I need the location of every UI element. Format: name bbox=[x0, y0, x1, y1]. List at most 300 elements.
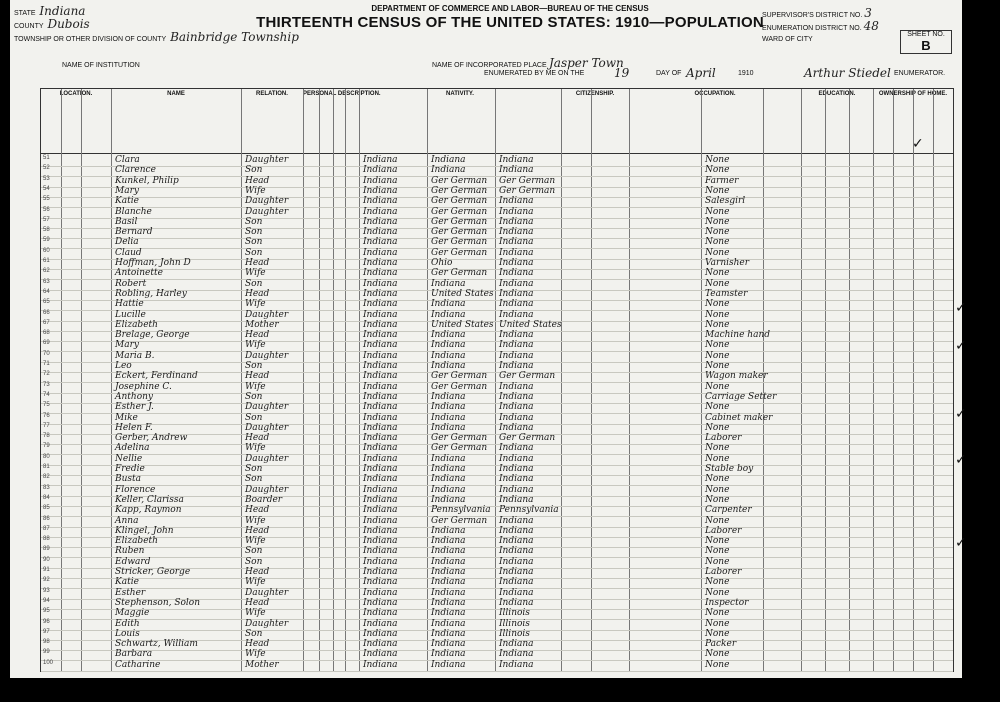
cell-line: 85 bbox=[43, 505, 50, 512]
cell-father: Indiana bbox=[431, 309, 466, 320]
cell-relation: Son bbox=[245, 216, 263, 227]
cell-name: Katie bbox=[115, 577, 139, 588]
cell-father: Ger German bbox=[431, 433, 488, 444]
cell-mother: Ger German bbox=[499, 371, 556, 382]
cell-mother: Indiana bbox=[499, 474, 534, 485]
cell-relation: Head bbox=[245, 567, 270, 577]
cell-mother: Illinois bbox=[499, 628, 530, 639]
cell-name: Mary bbox=[115, 185, 139, 196]
cell-occupation: Stable boy bbox=[705, 464, 754, 474]
cell-birth: Indiana bbox=[363, 165, 398, 176]
cell-name: Bernard bbox=[115, 227, 153, 238]
cell-father: Indiana bbox=[431, 155, 466, 165]
cell-relation: Son bbox=[245, 474, 263, 485]
cell-mother: Indiana bbox=[499, 216, 534, 227]
cell-birth: Indiana bbox=[363, 608, 398, 619]
scan-edge-right bbox=[962, 0, 1000, 702]
cell-birth: Indiana bbox=[363, 649, 398, 660]
cell-line: 79 bbox=[43, 443, 50, 450]
column-group-header: EDUCATION. bbox=[818, 91, 856, 97]
cell-mother: Pennsylvania bbox=[499, 505, 559, 516]
cell-name: Esther bbox=[115, 587, 146, 598]
cell-relation: Boarder bbox=[245, 494, 283, 505]
cell-line: 86 bbox=[43, 515, 50, 522]
cell-line: 93 bbox=[43, 587, 50, 594]
cell-birth: Indiana bbox=[363, 453, 398, 464]
cell-occupation: Laborer bbox=[705, 433, 742, 444]
cell-father: Ger German bbox=[431, 443, 488, 454]
cell-occupation: Laborer bbox=[705, 567, 742, 577]
cell-father: Indiana bbox=[431, 639, 466, 650]
cell-name: Maria B. bbox=[115, 350, 155, 361]
column-header-band bbox=[41, 89, 953, 154]
cell-name: Ruben bbox=[115, 546, 145, 557]
cell-relation: Son bbox=[245, 165, 263, 176]
cell-relation: Son bbox=[245, 247, 263, 258]
cell-relation: Wife bbox=[245, 299, 266, 310]
cell-relation: Head bbox=[245, 258, 270, 268]
cell-occupation: None bbox=[705, 474, 730, 485]
cell-birth: Indiana bbox=[363, 299, 398, 310]
cell-line: 90 bbox=[43, 556, 50, 563]
cell-name: Klingel, John bbox=[115, 525, 174, 536]
cell-name: Mary bbox=[115, 340, 139, 351]
incorporated-value: Jasper Town bbox=[549, 56, 624, 70]
cell-birth: Indiana bbox=[363, 237, 398, 248]
day-of-label: DAY OF bbox=[656, 70, 682, 77]
cell-line: 77 bbox=[43, 422, 50, 429]
cell-name: Blanche bbox=[115, 206, 152, 217]
cell-father: Indiana bbox=[431, 165, 466, 176]
cell-name: Elizabeth bbox=[115, 536, 158, 547]
cell-birth: Indiana bbox=[363, 515, 398, 526]
ward-label: WARD OF CITY bbox=[762, 36, 813, 43]
cell-mother: Indiana bbox=[499, 227, 534, 238]
cell-father: Ger German bbox=[431, 515, 488, 526]
cell-mother: Indiana bbox=[499, 155, 534, 165]
cell-birth: Indiana bbox=[363, 525, 398, 536]
cell-name: Adelina bbox=[115, 443, 150, 454]
cell-mother: Indiana bbox=[499, 412, 534, 423]
cell-line: 55 bbox=[43, 196, 50, 203]
cell-name: Basil bbox=[115, 216, 138, 227]
cell-line: 80 bbox=[43, 453, 50, 460]
cell-line: 61 bbox=[43, 258, 50, 264]
cell-line: 53 bbox=[43, 175, 50, 182]
cell-birth: Indiana bbox=[363, 361, 398, 371]
cell-father: Indiana bbox=[431, 608, 466, 619]
cell-line: 70 bbox=[43, 350, 50, 357]
cell-line: 94 bbox=[43, 597, 50, 604]
enumerator-value: Arthur Stiedel bbox=[804, 66, 891, 80]
cell-mother: Indiana bbox=[499, 494, 534, 505]
cell-relation: Head bbox=[245, 639, 270, 650]
cell-name: Hoffman, John D bbox=[115, 258, 191, 268]
cell-name: Barbara bbox=[115, 649, 153, 660]
cell-mother: Indiana bbox=[499, 258, 534, 268]
cell-father: Pennsylvania bbox=[431, 505, 491, 516]
cell-line: 82 bbox=[43, 474, 50, 481]
cell-line: 100 bbox=[43, 659, 54, 666]
cell-mother: Indiana bbox=[499, 546, 534, 557]
check-mark: ✓ bbox=[955, 406, 967, 422]
cell-occupation: Packer bbox=[705, 639, 737, 650]
cell-relation: Son bbox=[245, 391, 263, 402]
cell-birth: Indiana bbox=[363, 185, 398, 196]
cell-occupation: None bbox=[705, 628, 730, 639]
cell-father: Indiana bbox=[431, 422, 466, 433]
cell-mother: Ger German bbox=[499, 175, 556, 186]
cell-line: 59 bbox=[43, 237, 50, 244]
cell-mother: Indiana bbox=[499, 268, 534, 279]
cell-relation: Daughter bbox=[245, 309, 289, 320]
column-group-header: PERSONAL DESCRIPTION. bbox=[303, 91, 381, 97]
cell-birth: Indiana bbox=[363, 350, 398, 361]
cell-relation: Wife bbox=[245, 340, 266, 351]
cell-name: Maggie bbox=[115, 608, 150, 619]
cell-birth: Indiana bbox=[363, 330, 398, 341]
cell-mother: Indiana bbox=[499, 484, 534, 495]
cell-relation: Head bbox=[245, 505, 270, 516]
cell-line: 89 bbox=[43, 546, 50, 553]
cell-birth: Indiana bbox=[363, 443, 398, 454]
cell-occupation: None bbox=[705, 268, 730, 279]
cell-name: Kapp, Raymon bbox=[115, 505, 182, 516]
cell-father: Indiana bbox=[431, 464, 466, 474]
cell-mother: Indiana bbox=[499, 567, 534, 577]
cell-name: Fredie bbox=[115, 464, 145, 474]
cell-birth: Indiana bbox=[363, 412, 398, 423]
cell-name: Robling, Harley bbox=[115, 288, 187, 299]
cell-birth: Indiana bbox=[363, 247, 398, 258]
cell-line: 54 bbox=[43, 185, 50, 192]
cell-father: Indiana bbox=[431, 659, 466, 670]
cell-line: 69 bbox=[43, 340, 50, 347]
cell-father: Ger German bbox=[431, 185, 488, 196]
cell-mother: Illinois bbox=[499, 618, 530, 629]
cell-birth: Indiana bbox=[363, 206, 398, 217]
column-group-header: OCCUPATION. bbox=[694, 91, 736, 97]
cell-father: Ger German bbox=[431, 371, 488, 382]
cell-occupation: None bbox=[705, 237, 730, 248]
cell-occupation: None bbox=[705, 546, 730, 557]
cell-name: Schwartz, William bbox=[115, 639, 198, 650]
cell-birth: Indiana bbox=[363, 484, 398, 495]
cell-mother: Indiana bbox=[499, 443, 534, 454]
cell-birth: Indiana bbox=[363, 639, 398, 650]
cell-line: 62 bbox=[43, 268, 50, 275]
cell-birth: Indiana bbox=[363, 659, 398, 670]
cell-father: Indiana bbox=[431, 618, 466, 629]
cell-name: Florence bbox=[115, 484, 156, 495]
cell-birth: Indiana bbox=[363, 371, 398, 382]
table-row bbox=[41, 660, 953, 672]
cell-occupation: None bbox=[705, 350, 730, 361]
cell-mother: Ger German bbox=[499, 433, 556, 444]
cell-birth: Indiana bbox=[363, 216, 398, 227]
cell-father: Indiana bbox=[431, 453, 466, 464]
cell-relation: Daughter bbox=[245, 587, 289, 598]
cell-father: Indiana bbox=[431, 350, 466, 361]
cell-father: United States bbox=[431, 319, 494, 330]
cell-birth: Indiana bbox=[363, 175, 398, 186]
cell-occupation: Laborer bbox=[705, 525, 742, 536]
cell-father: Ger German bbox=[431, 237, 488, 248]
cell-line: 84 bbox=[43, 494, 50, 501]
cell-father: Ger German bbox=[431, 216, 488, 227]
cell-birth: Indiana bbox=[363, 319, 398, 330]
ed-value: 48 bbox=[863, 19, 879, 33]
cell-father: Indiana bbox=[431, 546, 466, 557]
cell-occupation: None bbox=[705, 299, 730, 310]
scan-edge-bottom bbox=[0, 678, 1000, 702]
cell-birth: Indiana bbox=[363, 391, 398, 402]
cell-father: Indiana bbox=[431, 391, 466, 402]
cell-mother: Indiana bbox=[499, 391, 534, 402]
cell-mother: Indiana bbox=[499, 381, 534, 392]
cell-mother: Indiana bbox=[499, 464, 534, 474]
cell-relation: Head bbox=[245, 175, 270, 186]
cell-line: 97 bbox=[43, 628, 50, 635]
cell-father: Indiana bbox=[431, 556, 466, 567]
cell-father: Ohio bbox=[431, 258, 453, 268]
cell-name: Edith bbox=[115, 618, 140, 629]
cell-father: Indiana bbox=[431, 567, 466, 577]
cell-name: Leo bbox=[115, 361, 132, 371]
cell-relation: Son bbox=[245, 412, 263, 423]
cell-relation: Wife bbox=[245, 577, 266, 588]
cell-father: Ger German bbox=[431, 175, 488, 186]
cell-name: Nellie bbox=[115, 453, 143, 464]
cell-line: 91 bbox=[43, 567, 50, 573]
cell-birth: Indiana bbox=[363, 587, 398, 598]
state-value: Indiana bbox=[39, 4, 86, 18]
cell-relation: Mother bbox=[245, 319, 279, 330]
cell-name: Esther J. bbox=[115, 402, 154, 413]
cell-line: 92 bbox=[43, 577, 50, 584]
cell-relation: Daughter bbox=[245, 422, 289, 433]
cell-line: 83 bbox=[43, 484, 50, 491]
cell-occupation: None bbox=[705, 381, 730, 392]
cell-line: 74 bbox=[43, 391, 50, 398]
cell-name: Eckert, Ferdinand bbox=[115, 371, 198, 382]
cell-birth: Indiana bbox=[363, 628, 398, 639]
cell-occupation: None bbox=[705, 453, 730, 464]
cell-occupation: None bbox=[705, 155, 730, 165]
cell-relation: Son bbox=[245, 546, 263, 557]
cell-name: Lucille bbox=[115, 309, 146, 320]
cell-mother: Indiana bbox=[499, 237, 534, 248]
cell-father: Indiana bbox=[431, 628, 466, 639]
cell-relation: Head bbox=[245, 330, 270, 341]
cell-occupation: Varnisher bbox=[705, 258, 750, 268]
enumerator-label: ENUMERATOR. bbox=[894, 70, 946, 77]
cell-occupation: None bbox=[705, 422, 730, 433]
cell-mother: Indiana bbox=[499, 649, 534, 660]
cell-relation: Daughter bbox=[245, 155, 289, 165]
cell-occupation: None bbox=[705, 515, 730, 526]
cell-birth: Indiana bbox=[363, 505, 398, 516]
cell-name: Josephine C. bbox=[115, 381, 172, 392]
column-group-header: NAME bbox=[167, 91, 185, 97]
township-value: Bainbridge Township bbox=[170, 30, 299, 44]
cell-relation: Head bbox=[245, 433, 270, 444]
cell-relation: Son bbox=[245, 361, 263, 371]
cell-name: Keller, Clarissa bbox=[115, 494, 184, 505]
check-mark: ✓ bbox=[955, 452, 967, 468]
cell-relation: Son bbox=[245, 628, 263, 639]
cell-mother: Indiana bbox=[499, 639, 534, 650]
cell-mother: Indiana bbox=[499, 247, 534, 258]
cell-mother: Indiana bbox=[499, 597, 534, 608]
cell-birth: Indiana bbox=[363, 618, 398, 629]
cell-mother: Indiana bbox=[499, 361, 534, 371]
department-line: DEPARTMENT OF COMMERCE AND LABOR—BUREAU OF THE CENSUS bbox=[371, 4, 649, 13]
sheet-label: SHEET NO. bbox=[907, 31, 945, 38]
cell-mother: Indiana bbox=[499, 278, 534, 289]
cell-relation: Wife bbox=[245, 608, 266, 619]
cell-occupation: Machine hand bbox=[705, 330, 770, 341]
cell-occupation: None bbox=[705, 556, 730, 567]
cell-line: 78 bbox=[43, 433, 50, 440]
cell-name: Brelage, George bbox=[115, 330, 190, 341]
cell-occupation: Teamster bbox=[705, 288, 748, 299]
cell-relation: Son bbox=[245, 278, 263, 289]
cell-birth: Indiana bbox=[363, 340, 398, 351]
cell-father: Ger German bbox=[431, 196, 488, 207]
cell-birth: Indiana bbox=[363, 556, 398, 567]
cell-father: Indiana bbox=[431, 361, 466, 371]
cell-relation: Son bbox=[245, 237, 263, 248]
cell-name: Busta bbox=[115, 474, 142, 485]
cell-mother: Indiana bbox=[499, 659, 534, 670]
cell-name: Antoinette bbox=[115, 268, 163, 279]
cell-birth: Indiana bbox=[363, 258, 398, 268]
cell-mother: Indiana bbox=[499, 577, 534, 588]
cell-line: 76 bbox=[43, 412, 50, 419]
cell-father: Indiana bbox=[431, 494, 466, 505]
cell-occupation: None bbox=[705, 206, 730, 217]
cell-father: Indiana bbox=[431, 525, 466, 536]
cell-relation: Daughter bbox=[245, 402, 289, 413]
check-mark: ✓ bbox=[955, 338, 967, 354]
cell-father: United States bbox=[431, 288, 494, 299]
cell-line: 66 bbox=[43, 309, 50, 316]
cell-name: Anna bbox=[115, 515, 139, 526]
cell-mother: Indiana bbox=[499, 288, 534, 299]
cell-relation: Daughter bbox=[245, 618, 289, 629]
cell-occupation: None bbox=[705, 278, 730, 289]
cell-occupation: None bbox=[705, 618, 730, 629]
cell-line: 73 bbox=[43, 381, 50, 388]
cell-relation: Wife bbox=[245, 649, 266, 660]
cell-birth: Indiana bbox=[363, 309, 398, 320]
cell-relation: Daughter bbox=[245, 350, 289, 361]
cell-occupation: None bbox=[705, 319, 730, 330]
cell-relation: Head bbox=[245, 597, 270, 608]
cell-mother: Indiana bbox=[499, 330, 534, 341]
cell-line: 60 bbox=[43, 247, 50, 254]
cell-occupation: None bbox=[705, 309, 730, 320]
cell-mother: Indiana bbox=[499, 340, 534, 351]
check-mark: ✓ bbox=[955, 300, 967, 316]
enumerated-month: April bbox=[686, 66, 716, 80]
cell-occupation: None bbox=[705, 227, 730, 238]
cell-occupation: Farmer bbox=[705, 175, 739, 186]
township-label: TOWNSHIP OR OTHER DIVISION OF COUNTY bbox=[14, 36, 167, 43]
cell-birth: Indiana bbox=[363, 474, 398, 485]
cell-relation: Head bbox=[245, 288, 270, 299]
cell-mother: United States bbox=[499, 319, 562, 330]
cell-relation: Daughter bbox=[245, 196, 289, 207]
cell-line: 95 bbox=[43, 608, 50, 615]
state-label: STATE bbox=[14, 10, 36, 17]
cell-line: 71 bbox=[43, 361, 50, 367]
cell-father: Ger German bbox=[431, 206, 488, 217]
cell-mother: Indiana bbox=[499, 206, 534, 217]
cell-line: 64 bbox=[43, 288, 50, 295]
cell-relation: Wife bbox=[245, 515, 266, 526]
scan-edge-left bbox=[0, 0, 10, 702]
cell-line: 88 bbox=[43, 536, 50, 543]
column-group-header: NATIVITY. bbox=[446, 91, 474, 97]
cell-occupation: None bbox=[705, 587, 730, 598]
cell-birth: Indiana bbox=[363, 494, 398, 505]
cell-occupation: Cabinet maker bbox=[705, 412, 773, 423]
cell-name: Robert bbox=[115, 278, 147, 289]
cell-occupation: None bbox=[705, 185, 730, 196]
cell-line: 75 bbox=[43, 402, 50, 409]
cell-father: Ger German bbox=[431, 247, 488, 258]
cell-father: Indiana bbox=[431, 412, 466, 423]
cell-birth: Indiana bbox=[363, 597, 398, 608]
cell-occupation: None bbox=[705, 577, 730, 588]
cell-line: 98 bbox=[43, 639, 50, 646]
cell-mother: Indiana bbox=[499, 402, 534, 413]
cell-occupation: Salesgirl bbox=[705, 196, 746, 207]
cell-occupation: None bbox=[705, 536, 730, 547]
cell-occupation: None bbox=[705, 659, 730, 670]
cell-birth: Indiana bbox=[363, 288, 398, 299]
cell-father: Indiana bbox=[431, 484, 466, 495]
cell-birth: Indiana bbox=[363, 227, 398, 238]
cell-line: 99 bbox=[43, 649, 50, 656]
cell-mother: Indiana bbox=[499, 587, 534, 598]
column-group-header: CITIZENSHIP. bbox=[575, 91, 615, 97]
cell-mother: Illinois bbox=[499, 608, 530, 619]
ed-label: ENUMERATION DISTRICT NO. bbox=[762, 25, 862, 32]
cell-father: Indiana bbox=[431, 340, 466, 351]
cell-birth: Indiana bbox=[363, 278, 398, 289]
cell-occupation: None bbox=[705, 247, 730, 258]
cell-occupation: None bbox=[705, 216, 730, 227]
cell-line: 68 bbox=[43, 330, 50, 337]
cell-mother: Indiana bbox=[499, 453, 534, 464]
cell-name: Louis bbox=[115, 628, 140, 639]
cell-mother: Indiana bbox=[499, 515, 534, 526]
cell-occupation: None bbox=[705, 402, 730, 413]
cell-line: 63 bbox=[43, 278, 50, 285]
cell-father: Indiana bbox=[431, 587, 466, 598]
cell-mother: Indiana bbox=[499, 165, 534, 176]
cell-name: Catharine bbox=[115, 659, 161, 670]
cell-name: Hattie bbox=[115, 299, 144, 310]
cell-father: Ger German bbox=[431, 227, 488, 238]
cell-birth: Indiana bbox=[363, 577, 398, 588]
cell-line: 67 bbox=[43, 319, 50, 326]
cell-father: Indiana bbox=[431, 474, 466, 485]
sheet-number-box bbox=[900, 30, 952, 54]
